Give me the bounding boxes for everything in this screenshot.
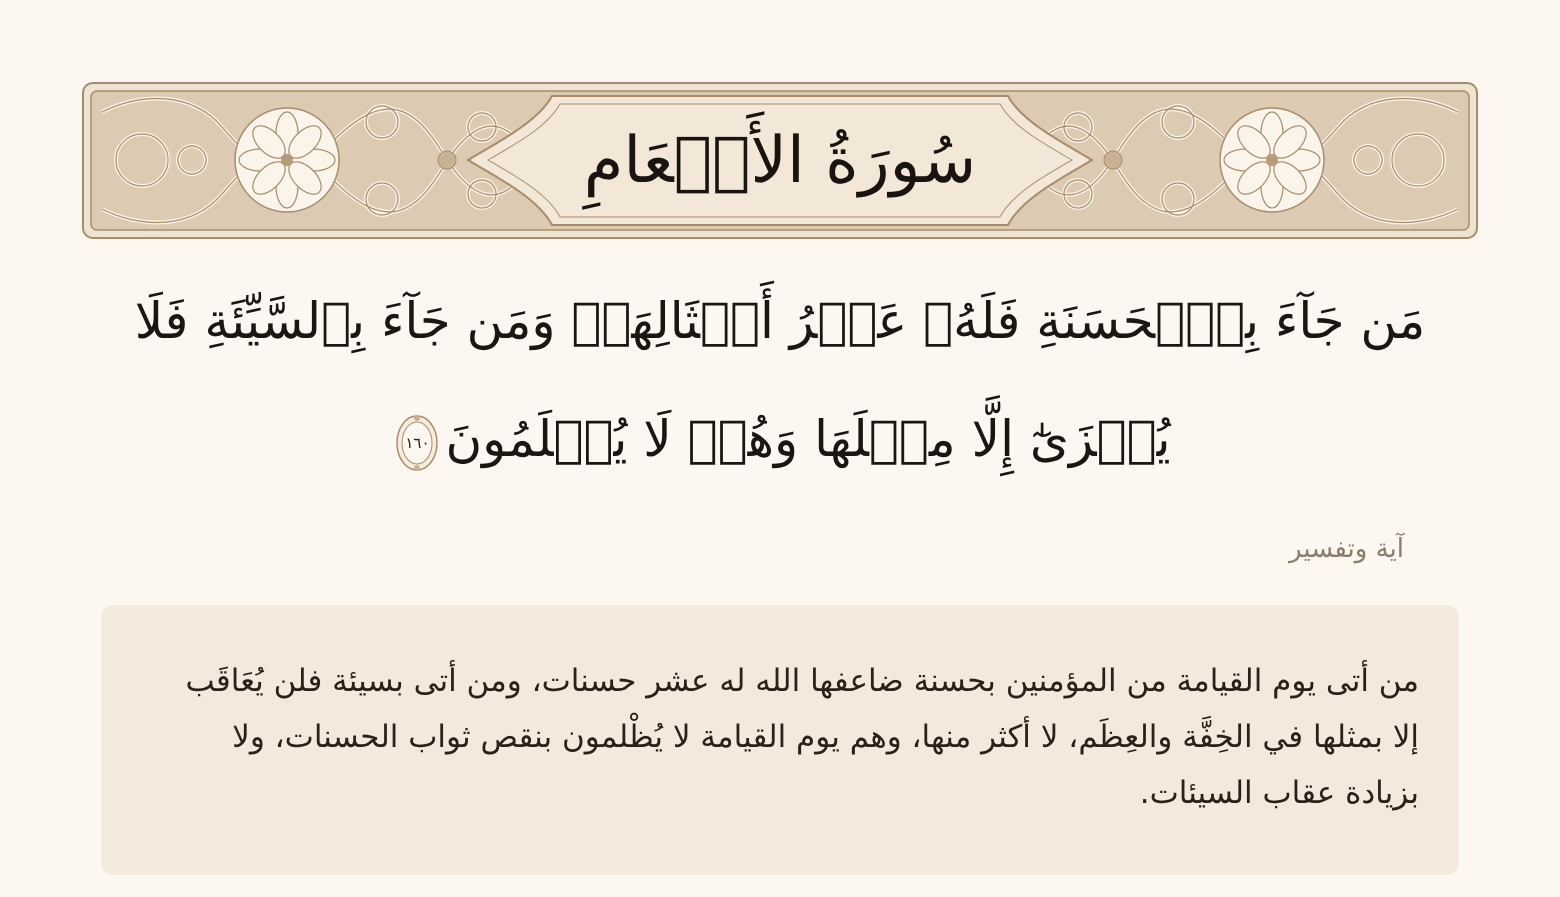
surah-header-banner (82, 82, 1478, 239)
section-label: آية وتفسير (1289, 534, 1404, 564)
surah-title: سُورَةُ الأَنۡعَامِ (583, 123, 977, 198)
verse-text: مَن جَآءَ بِٱلۡحَسَنَةِ فَلَهُۥ عَشۡرُ أَمۡثَالِهَاۖ وَمَن جَآءَ بِٱلسَّيِّئَةِ فَلَا يُجۡزَىٰٓ إِلَّا مِثۡلَهَا وَهُمۡ لَا يُظۡلَمُونَ (134, 292, 1426, 468)
verse-text-block (100, 262, 1460, 498)
tafsir-box (101, 605, 1459, 875)
tafsir-text: من أتى يوم القيامة من المؤمنين بحسنة ضاعفها الله له عشر حسنات، ومن أتى بسيئة فلن يُعَاقَب إلا بمثلها في الخِفَّة والعِظَم، لا أكثر منها، وهم يوم القيامة لا يُظْلمون بنقص ثواب الحسنات، ولا بزيادة عقاب السيئات. (185, 663, 1419, 811)
verse-number-marker (395, 414, 439, 472)
verse-number: ١٦٠ (405, 433, 430, 452)
